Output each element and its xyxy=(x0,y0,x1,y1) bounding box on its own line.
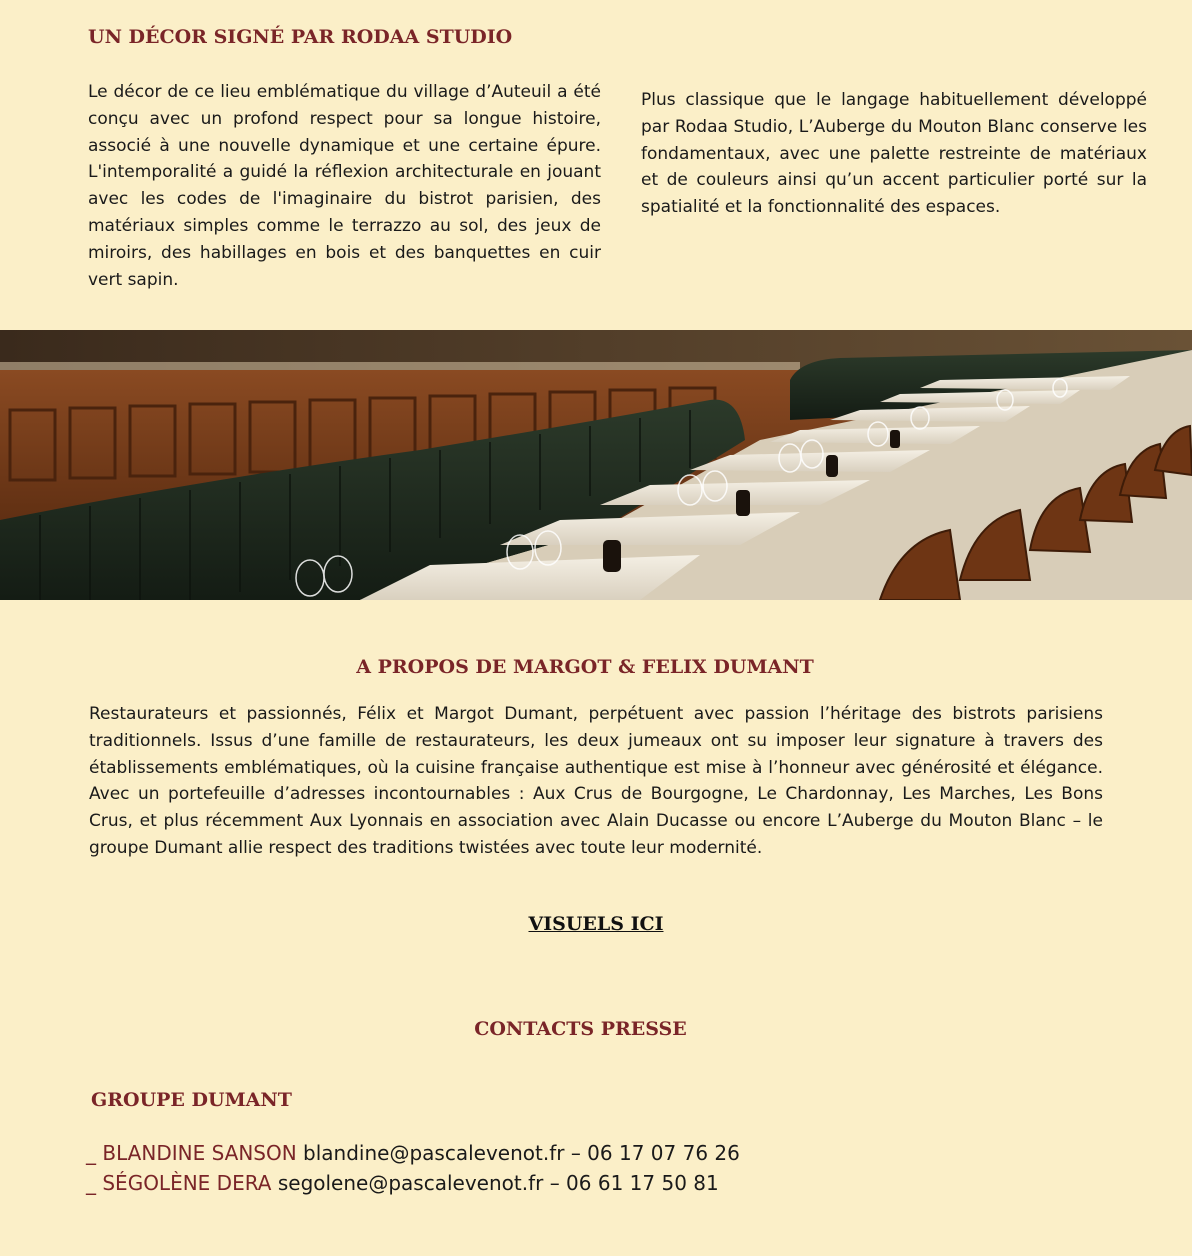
restaurant-interior-photo xyxy=(0,330,1192,600)
contact-detail[interactable]: blandine@pascalevenot.fr – 06 17 07 76 26 xyxy=(296,1141,740,1165)
contacts-section-title: CONTACTS PRESSE xyxy=(474,1018,687,1040)
contact-line xyxy=(86,1171,719,1195)
contact-prefix: _ xyxy=(86,1171,103,1195)
contact-name: SÉGOLÈNE DERA xyxy=(102,1171,272,1195)
contact-prefix: _ xyxy=(86,1141,103,1165)
contact-name: BLANDINE SANSON xyxy=(102,1141,297,1165)
about-section-title: A PROPOS DE MARGOT & FELIX DUMANT xyxy=(356,656,814,678)
contact-detail[interactable]: segolene@pascalevenot.fr – 06 61 17 50 81 xyxy=(271,1171,719,1195)
visuals-link[interactable]: VISUELS ICI xyxy=(528,913,664,935)
decor-left-paragraph: Le décor de ce lieu emblématique du village d’Auteuil a été conçu avec un profond respect pour sa longue histoire, associé à une nouvelle dynamique et une certaine épure. L'intemporalité a guidé la réflexion architecturale en jouant avec les codes de l'imaginaire du bistrot parisien, des matériaux simples comme le terrazzo au sol, des jeux de miroirs, des habillages en bois et des banquettes en cuir vert sapin. xyxy=(88,82,601,290)
decor-section-title: UN DÉCOR SIGNÉ PAR RODAA STUDIO xyxy=(88,26,513,48)
visuals-link-container xyxy=(0,913,1192,935)
about-paragraph: Restaurateurs et passionnés, Félix et Margot Dumant, perpétuent avec passion l’héritage des bistrots parisiens traditionnels. Issus d’une famille de restaurateurs, les deux jumeaux ont su imposer leur signature à travers des établissements emblématiques, où la cuisine française authentique est mise à l’honneur avec générosité et élégance. Avec un portefeuille d’adresses incontournables : Aux Crus de Bourgogne, Le Chardonnay, Les Marches, Les Bons Crus, et plus récemment Aux Lyonnais en association avec Alain Ducasse ou encore L’Auberge du Mouton Blanc – le groupe Dumant allie respect des traditions twistées avec toute leur modernité. xyxy=(89,704,1103,858)
decor-right-paragraph: Plus classique que le langage habituellement développé par Rodaa Studio, L’Auberge du Mouton Blanc conserve les fondamentaux, avec une palette restreinte de matériaux et de couleurs ainsi qu’un accent particulier porté sur la spatialité et la fonctionnalité des espaces. xyxy=(641,90,1147,218)
group-title: GROUPE DUMANT xyxy=(91,1089,292,1111)
contact-line xyxy=(86,1141,740,1165)
